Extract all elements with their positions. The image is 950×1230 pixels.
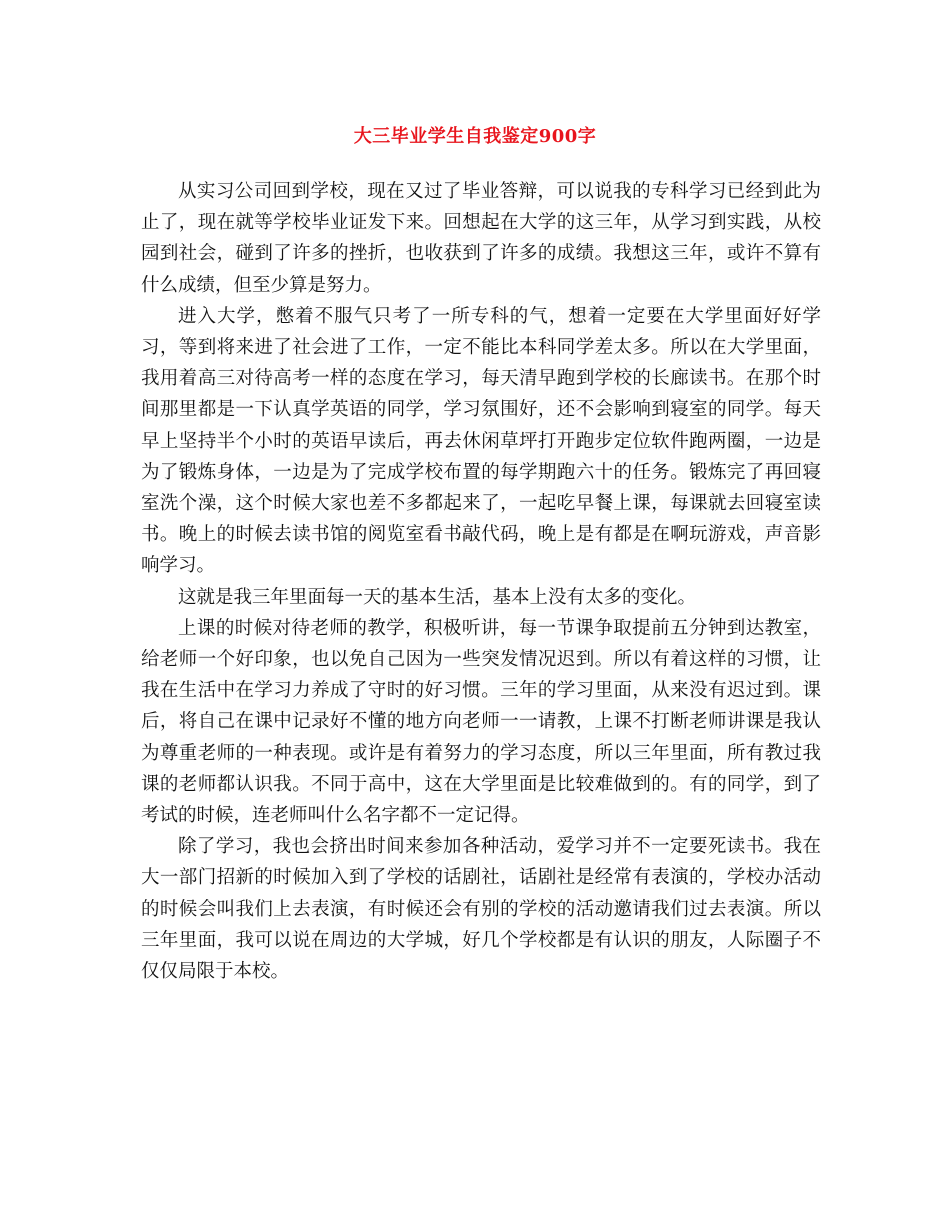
document-title: 大三毕业学生自我鉴定900字: [353, 126, 597, 147]
paragraph: 进入大学，憋着不服气只考了一所专科的气，想着一定要在大学里面好好学习，等到将来进了社会进了工作，一定不能比本科同学差太多。所以在大学里面，我用着高三对待高考一样的态度在学习，每天清早跑到学校的长廊读书。在那个时间那里都是一下认真学英语的同学，学习氛围好，还不会影响到寝室的同学。每天早上坚持半个小时的英语早读后，再去休闲草坪打开跑步定位软件跑两圈，一边是为了锻炼身体，一边是为了完成学校布置的每学期跑六十的任务。锻炼完了再回寝室洗个澡，这个时候大家也差不多都起来了，一起吃早餐上课，每课就去回寝室读书。晚上的时候去读书馆的阅览室看书敲代码，晚上是有都是在啊玩游戏，声音影响学习。: [141, 305, 821, 577]
paragraph: 除了学习，我也会挤出时间来参加各种活动，爱学习并不一定要死读书。我在大一部门招新的时候加入到了学校的话剧社，话剧社是经常有表演的，学校办活动的时候会叫我们上去表演，有时候还会有别的学校的活动邀请我们过去表演。所以三年里面，我可以说在周边的大学城，好几个学校都是有认识的朋友，人际圈子不仅仅局限于本校。: [141, 836, 821, 983]
document-body: [141, 176, 821, 987]
paragraph: 这就是我三年里面每一天的基本生活，基本上没有太多的变化。: [178, 586, 697, 608]
paragraph: 从实习公司回到学校，现在又过了毕业答辩，可以说我的专科学习已经到此为止了，现在就等学校毕业证发下来。回想起在大学的这三年，从学习到实践，从校园到社会，碰到了许多的挫折，也收获到了许多的成绩。我想这三年，或许不算有什么成绩，但至少算是努力。: [141, 181, 821, 296]
paragraph: 上课的时候对待老师的教学，积极听讲，每一节课争取提前五分钟到达教室，给老师一个好印象，也以免自己因为一些突发情况迟到。所以有着这样的习惯，让我在生活中在学习力养成了守时的好习惯。三年的学习里面，从来没有迟过到。课后，将自己在课中记录好不懂的地方向老师一一请教，上课不打断老师讲课是我认为尊重老师的一种表现。或许是有着努力的学习态度，所以三年里面，所有教过我课的老师都认识我。不同于高中，这在大学里面是比较难做到的。有的同学，到了考试的时候，连老师叫什么名字都不一定记得。: [141, 617, 821, 827]
